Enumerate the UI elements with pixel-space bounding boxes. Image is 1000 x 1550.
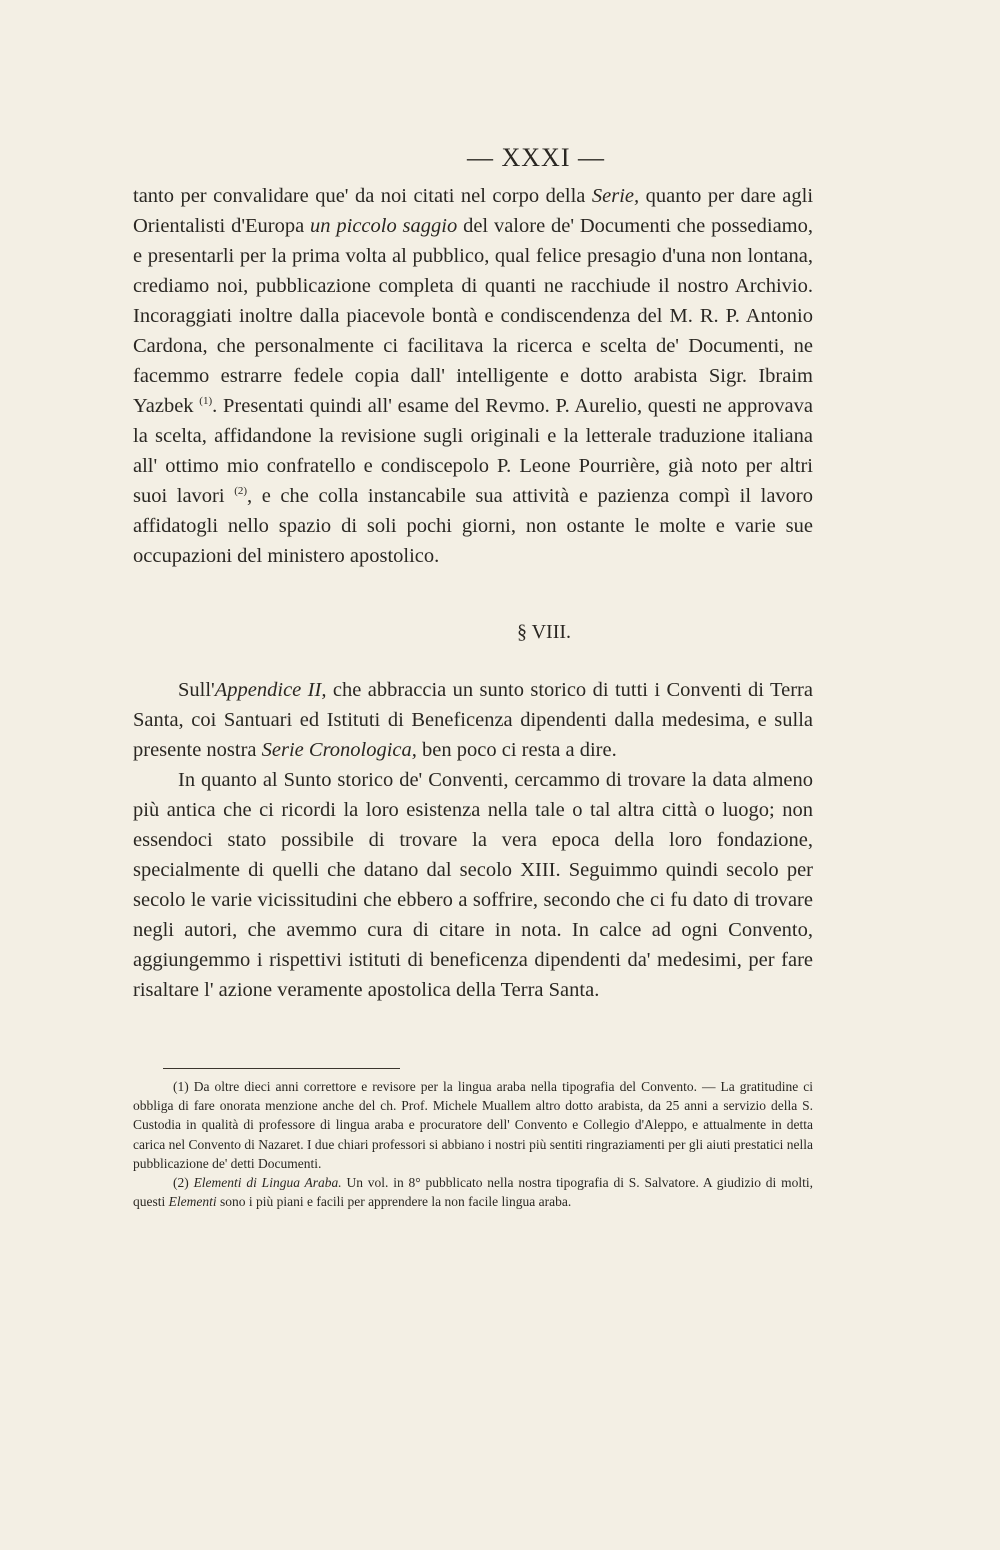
section-heading: § VIII.: [516, 621, 572, 643]
paragraph-1-text-c: del valore de' Documenti che possediamo, e presentarli per la prima volta al pubblico, qual felice presagio d'una non lontana, crediamo noi, pubblicazione completa di quanti ne racchiude il nostro Archivio. Incoraggiati inoltre dalla piacevole bontà e condiscendenza del M. R. P. Antonio Cardona, che personalmente ci facilitava la ricerca e scelta de' Documenti, ne facemmo estrarre fedele copia dall' intelligente e dotto arabista Sigr. Ibraim Yazbek: [133, 215, 814, 417]
paragraph-3: In quanto al Sunto storico de' Conventi, cercammo di trovare la data almeno più antica che ci ricordi la loro esistenza nella tale o tal altra città o luogo; non essendoci stato possibile di trovare la vera epoca della loro fondazione, specialmente di quelli che datano dal secolo XIII. Seguimmo quindi secolo per secolo le varie vicissitudini che ebbero a soffrire, secondo che ci fu dato di trovare negli autori, che avemmo cura di citare in nota. In calce ad ogni Convento, aggiungemmo i rispettivi istituti di beneficenza dipendenti da' medesimi, per fare risaltare l' azione veramente apostolica della Terra Santa.: [133, 769, 813, 1001]
page-number: — XXXI —: [467, 143, 605, 172]
paragraph-1-text-d: . Presentati quindi all' esame del Revmo. P. Aurelio, questi ne approvava la scelta, affidandone la revisione sugli originali e la letterale traduzione italiana all' ottimo mio confratello e condiscepolo P. Leone Pourrière, già noto per altri suoi lavori: [133, 395, 813, 507]
paragraph-2-italic-appendice: Appendice II,: [214, 679, 327, 701]
paragraph-1-text-b: quanto per dare agli Orientalisti d'Europa: [133, 185, 814, 237]
paragraph-2-text-c: ben poco ci resta a dire.: [416, 739, 617, 761]
footnotes: [133, 1077, 813, 1211]
paragraph-2: [133, 675, 813, 765]
footnote-1: (1) Da oltre dieci anni correttore e revisore per la lingua araba nella tipografia del Convento. — La gratitudine ci obbliga di fare onorata menzione anche del ch. Prof. Michele Muallem altro dotto arabista, da 25 anni a servizio della S. Custodia in qualità di professore di lingua araba e procuratore dell' Convento e Collegio d'Aleppo, e attualmente in detta carica nel Convento di Nazaret. I due chiari professori si abbiano i nostri più sentiti ringraziamenti per gli aiuti prestatici nella pubblicazione de' detti Documenti.: [133, 1079, 813, 1171]
footnote-divider: [163, 1068, 400, 1069]
footnote-2-number: (2): [173, 1175, 194, 1191]
paragraph-2-text-a: Sull': [178, 679, 215, 701]
paragraph-2-text-b: che abbraccia un sunto storico di tutti i Conventi di Terra Santa, coi Santuari ed Istituti di Beneficenza dipendenti dalla medesima, e sulla presente nostra: [133, 679, 813, 761]
footnote-ref-2: (2): [234, 485, 248, 498]
main-text-block: [133, 181, 813, 571]
footnote-ref-1: (1): [199, 395, 213, 408]
footnote-2-italic-elementi: Elementi: [168, 1194, 217, 1210]
footnote-2-text-b: Un vol. in 8° pubblicato nella nostra tipografia di S. Salvatore. A giudizio di molti, questi: [133, 1175, 813, 1210]
paragraph-1: [133, 181, 813, 571]
footnote-2-italic-title: Elementi di Lingua Araba.: [193, 1175, 342, 1191]
paragraph-1-text-e: , e che colla instancabile sua attività e pazienza compì il lavoro affidatogli nello spazio di soli pochi giorni, non ostante le molte e varie sue occupazioni del ministero apostolico.: [133, 485, 813, 567]
footnote-2: [133, 1173, 813, 1211]
paragraph-1-italic-serie: Serie,: [591, 185, 640, 207]
footnote-2-text-c: sono i più piani e facili per apprendere la non facile lingua araba.: [216, 1194, 572, 1210]
paragraph-2-italic-serie-cronologica: Serie Cronologica,: [261, 739, 417, 761]
paragraph-1-text-a: tanto per convalidare que' da noi citati nel corpo della: [133, 185, 592, 207]
paragraph-1-italic-saggio: un piccolo saggio: [310, 215, 458, 237]
section-text-block: [133, 675, 813, 1005]
